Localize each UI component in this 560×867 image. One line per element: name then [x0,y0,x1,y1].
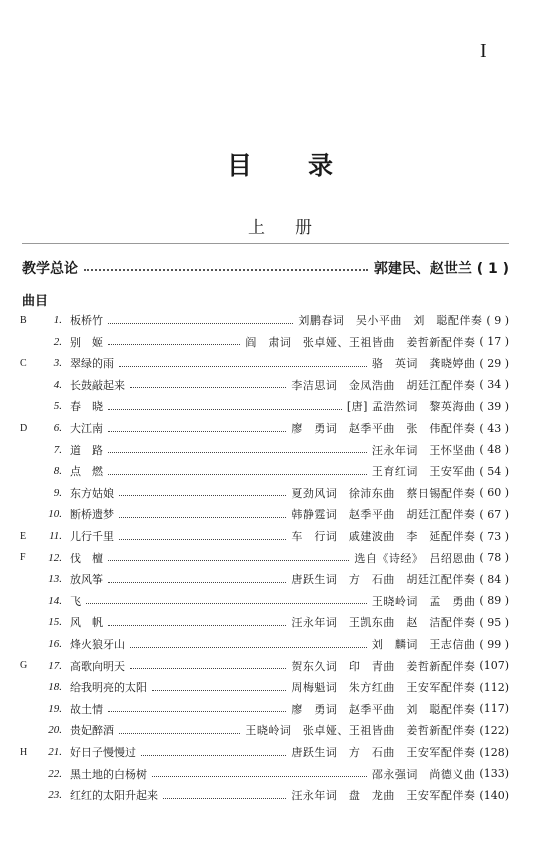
divider [22,243,509,244]
entry-title: 伐 檀 [70,551,103,565]
entry-page: ( 78 ) [479,551,509,565]
entry-credits: 王育红词 王安军曲 [371,465,476,479]
entry-number: 3. [53,357,62,370]
entry-number: 4. [53,378,62,391]
leader-dots [119,517,286,518]
entry-page: ( 34 ) [479,378,509,392]
entry-page: ( 60 ) [479,486,509,500]
entry-title: 长鼓敲起来 [70,378,125,392]
entry-credits: 刘 麟词 王志信曲 [371,638,476,651]
entry-title: 黑土地的白杨树 [70,767,147,781]
entry-number: 21. [48,746,62,758]
entry-title: 儿行千里 [70,530,114,543]
entry-credits: 周梅魁词 朱方红曲 王安军配伴奏 [291,681,476,695]
entry-page: ( 9 ) [486,313,509,327]
toc-entry[interactable] [0,721,509,739]
entry-title: 春 晓 [70,400,103,414]
toc-entry[interactable] [0,376,509,394]
index-letter: G [20,660,28,672]
index-letter: D [20,422,28,434]
entry-title: 故土情 [70,702,103,716]
toc-entry[interactable] [0,419,509,437]
entry-page: ( 39 ) [479,399,509,413]
entry-title: 板桥竹 [70,314,103,327]
toc-entry[interactable] [0,635,509,653]
entry-credits: 廖 勇词 赵季平曲 刘 聪配伴奏 [291,702,476,716]
entry-page: (112) [479,680,509,694]
entry-number: 16. [48,638,62,650]
entry-credits: 骆 英词 龚晓婷曲 [371,357,476,371]
entry-number: 17. [48,659,62,672]
entry-title: 红红的太阳升起来 [70,789,158,803]
entry-credits: 廖 勇词 赵季平曲 张 伟配伴奏 [291,422,476,435]
toc-entry[interactable] [0,613,509,631]
entry-number: 1. [53,314,62,326]
entry-page: ( 54 ) [479,464,509,478]
entry-credits: 唐跃生词 方 石曲 王安军配伴奏 [291,746,476,759]
leader-dots [152,776,367,777]
general-theory-authors: 郭建民、赵世兰 [373,261,472,277]
entry-title: 翠绿的雨 [70,357,114,371]
toc-entry[interactable] [0,311,509,329]
entry-page: ( 84 ) [479,572,509,586]
index-letter: E [20,530,27,542]
entry-credits: 邵永强词 尚德义曲 [371,767,476,781]
toc-entry[interactable] [0,441,509,459]
entry-page: ( 17 ) [479,335,509,349]
entry-page: ( 99 ) [479,637,509,651]
entry-page: ( 48 ) [479,443,509,457]
entry-credits: 夏劲风词 徐沛东曲 蔡日锡配伴奏 [291,486,476,500]
toc-entry[interactable] [0,592,509,610]
entry-number: 23. [48,789,62,802]
page-number: I [480,40,487,62]
entry-credits: 汪永年词 王凯东曲 赵 洁配伴奏 [291,616,476,630]
general-theory-page: ( 1 ) [476,261,509,277]
leader-dots [108,711,286,712]
entry-number: 12. [48,551,62,564]
entry-page: (128) [479,745,509,759]
entry-credits: [唐] 孟浩然词 黎英海曲 [346,400,476,414]
toc-entry[interactable] [0,462,509,480]
entry-title: 高歌向明天 [70,659,125,673]
leader-dots [130,668,286,669]
entry-page: (140) [479,788,509,802]
toc-entry[interactable] [0,678,509,696]
entry-number: 15. [48,616,62,629]
general-theory-label: 教学总论 [22,261,78,277]
entry-credits: 王晓岭词 张卓娅、王祖皆曲 姜哲新配伴奏 [245,724,476,738]
entry-number: 5. [53,400,62,413]
entry-page: ( 89 ) [479,594,509,608]
entry-page: (133) [479,767,509,781]
leader-dots [108,474,367,475]
leader-dots [108,560,349,561]
toc-entry[interactable] [0,765,509,783]
entry-number: 20. [48,724,62,737]
entry-number: 19. [48,702,62,715]
leader-dots [108,452,367,453]
leader-dots [108,323,293,324]
entry-page: (122) [479,723,509,737]
toc-entry[interactable] [0,786,509,804]
leader-dots [130,387,286,388]
general-theory-entry[interactable] [22,258,509,278]
entry-title: 烽火狼牙山 [70,638,125,651]
toc-entry[interactable] [0,484,509,502]
entry-number: 2. [53,335,62,348]
leader-dots [108,582,286,583]
entry-credits: 韩静霆词 赵季平曲 胡廷江配伴奏 [291,508,476,522]
entry-credits: 刘鹏春词 吴小平曲 刘 聪配伴奏 [298,314,483,327]
entry-title: 点 燃 [70,465,103,479]
entry-title: 给我明亮的太阳 [70,681,147,695]
toc-entry[interactable] [0,354,509,372]
entry-title: 别 姬 [70,335,103,349]
toc-entry[interactable] [0,549,509,567]
volume-subtitle: 上册 [248,218,342,238]
entry-credits: 车 行词 戚建波曲 李 延配伴奏 [291,530,476,543]
entry-title: 道 路 [70,443,103,457]
entry-credits: 汪永年词 王怀坚曲 [371,443,476,457]
leader-dots [119,733,240,734]
entry-credits: 李洁思词 金凤浩曲 胡廷江配伴奏 [291,378,476,392]
toc-entry[interactable] [0,333,509,351]
entry-title: 东方姑娘 [70,486,114,500]
entry-page: ( 43 ) [479,421,509,435]
entry-title: 风 帆 [70,616,103,630]
entry-title: 断桥遗梦 [70,508,114,522]
toc-entry[interactable] [0,700,509,718]
entry-number: 11. [49,530,62,542]
entry-page: (117) [479,702,509,716]
entry-credits: 汪永年词 盘 龙曲 王安军配伴奏 [291,789,476,803]
entry-title: 飞 [70,594,81,608]
leader-dots [163,798,286,799]
section-label-repertoire: 曲目 [22,294,49,309]
leader-dots [152,690,286,691]
toc-entry[interactable] [0,505,509,523]
index-letter: B [20,314,27,326]
entry-number: 13. [48,573,62,586]
entry-credits: 贺东久词 印 青曲 姜哲新配伴奏 [291,659,476,673]
leader-dots [108,431,286,432]
leader-dots [84,269,368,271]
leader-dots [141,755,286,756]
entry-title: 大江南 [70,422,103,435]
entry-number: 14. [48,594,62,607]
entry-number: 8. [53,465,62,478]
leader-dots [108,409,342,410]
leader-dots [86,603,367,604]
leader-dots [130,647,367,648]
index-letter: F [20,552,26,564]
index-letter: H [20,746,28,758]
entry-page: ( 67 ) [479,507,509,521]
leader-dots [119,366,367,367]
entry-page: (107) [479,659,509,673]
entry-title: 贵妃醉酒 [70,724,114,738]
entry-number: 18. [48,681,62,694]
toc-entry[interactable] [0,570,509,588]
toc-entry[interactable] [0,743,509,761]
entry-number: 9. [53,486,62,499]
entry-credits: 唐跃生词 方 石曲 胡廷江配伴奏 [291,573,476,587]
toc-entry[interactable] [0,397,509,415]
leader-dots [119,495,286,496]
entry-page: ( 95 ) [479,615,509,629]
entry-credits: 王晓岭词 孟 勇曲 [371,594,476,608]
entry-title: 好日子慢慢过 [70,746,136,759]
leader-dots [108,344,240,345]
entry-number: 10. [48,508,62,521]
entry-number: 7. [53,443,62,456]
entry-credits: 选自《诗经》 吕绍恩曲 [354,551,476,565]
entry-number: 22. [48,767,62,780]
entry-page: ( 29 ) [479,356,509,370]
toc-entry[interactable] [0,657,509,675]
leader-dots [119,539,286,540]
entry-credits: 阎 肃词 张卓娅、王祖皆曲 姜哲新配伴奏 [245,335,476,349]
entry-title: 放风筝 [70,573,103,587]
page-title: 目录 [226,151,389,180]
entry-number: 6. [53,422,62,434]
entry-page: ( 73 ) [479,529,509,543]
index-letter: C [20,357,27,369]
toc-entry[interactable] [0,527,509,545]
leader-dots [108,625,286,626]
